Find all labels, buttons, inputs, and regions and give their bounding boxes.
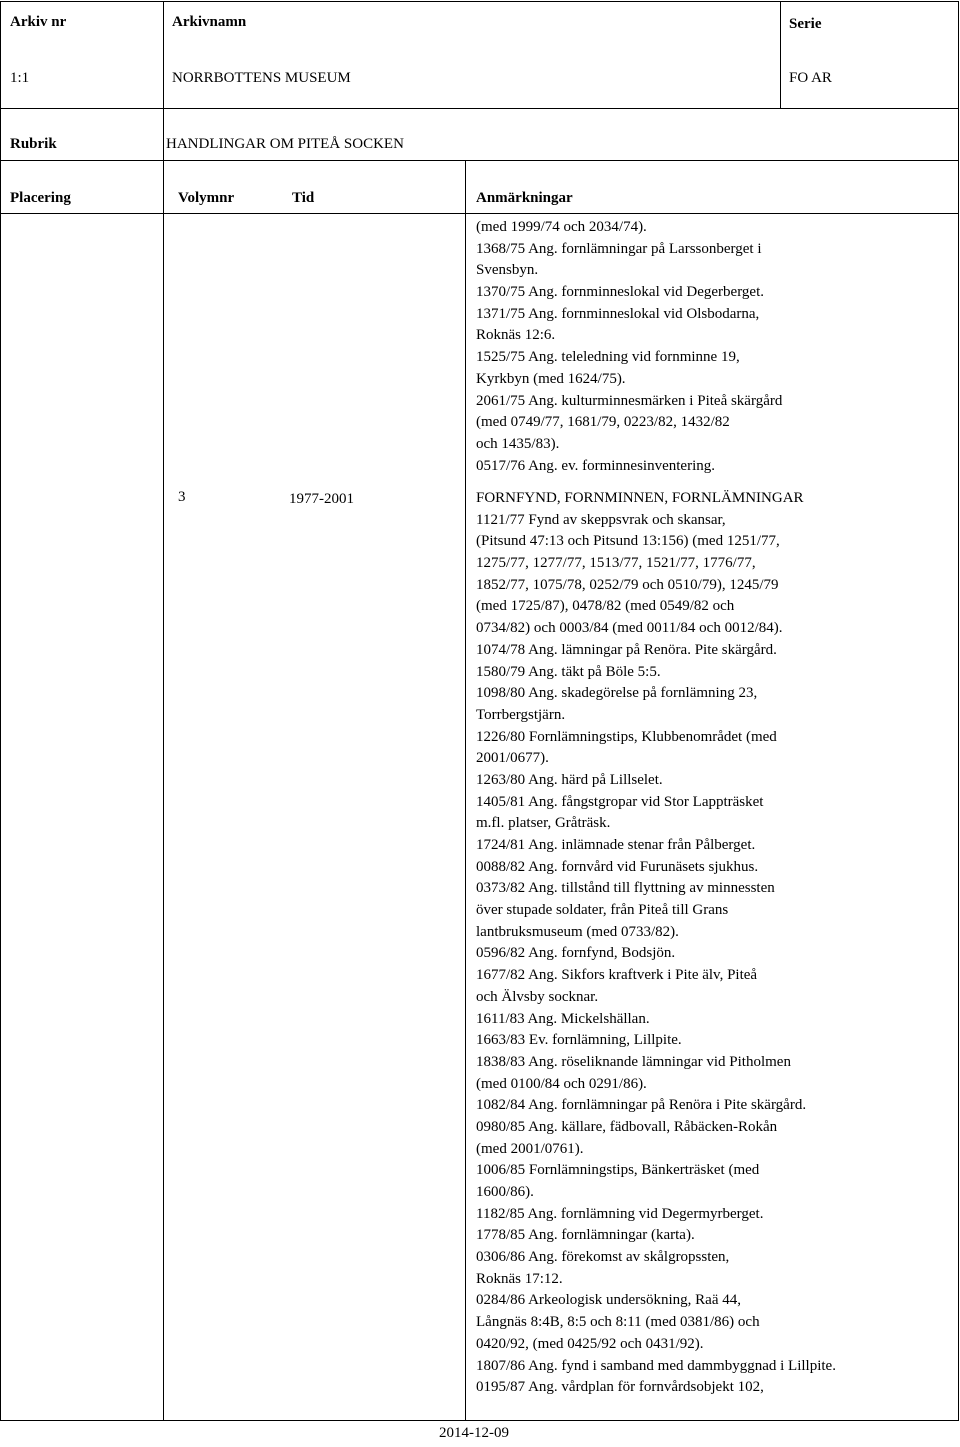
- note-line: Kyrkbyn (med 1624/75).: [476, 370, 626, 387]
- note-line: 1525/75 Ang. teleledning vid fornminne 19,: [476, 349, 740, 366]
- continuation-notes: [476, 217, 782, 477]
- col-placering: Placering: [10, 190, 71, 206]
- volume-notes: [476, 488, 836, 1399]
- col-volymnr: Volymnr: [178, 190, 235, 206]
- rubrik-value: HANDLINGAR OM PITEÅ SOCKEN: [166, 136, 404, 152]
- table-top-border: [0, 1, 959, 2]
- table-left-border: [0, 1, 1, 1421]
- note-line: 1611/83 Ang. Mickelshällan.: [476, 1010, 650, 1027]
- note-line: 1663/83 Ev. fornlämning, Lillpite.: [476, 1032, 682, 1049]
- note-line: Långnäs 8:4B, 8:5 och 8:11 (med 0381/86) och: [476, 1314, 760, 1331]
- rubrik-label: Rubrik: [10, 136, 57, 152]
- table-bottom-border: [0, 1420, 959, 1421]
- note-line: 0284/86 Arkeologisk undersökning, Raä 44,: [476, 1292, 741, 1309]
- note-line: 1677/82 Ang. Sikfors kraftverk i Pite älv, Piteå: [476, 967, 758, 984]
- note-line: 0596/82 Ang. fornfynd, Bodsjön.: [476, 945, 676, 962]
- note-line: 0306/86 Ang. förekomst av skålgropssten,: [476, 1249, 730, 1266]
- note-line: 1838/83 Ang. röseliknande lämningar vid Pitholmen: [476, 1053, 791, 1070]
- note-line: (med 0749/77, 1681/79, 0223/82, 1432/82: [476, 414, 730, 431]
- note-line: (med 0100/84 och 0291/86).: [476, 1075, 647, 1092]
- header-col-divider-2: [780, 1, 781, 108]
- note-line: 1082/84 Ang. fornlämningar på Renöra i Pite skärgård.: [476, 1097, 807, 1114]
- note-line: 1580/79 Ang. täkt på Böle 5:5.: [476, 663, 661, 680]
- note-line: 1371/75 Ang. fornminneslokal vid Olsbodarna,: [476, 305, 760, 322]
- note-line: m.fl. platser, Gråträsk.: [476, 815, 611, 832]
- note-line: 1121/77 Fynd av skeppsvrak och skansar,: [476, 511, 726, 528]
- note-line: 2001/0677).: [476, 750, 549, 767]
- note-line: Roknäs 17:12.: [476, 1270, 563, 1287]
- note-line: (Pitsund 47:13 och Pitsund 13:156) (med 1251/77,: [476, 533, 780, 550]
- note-line: 1263/80 Ang. härd på Lillselet.: [476, 771, 663, 788]
- arkivnr-label: Arkiv nr: [10, 14, 67, 30]
- arkivnr-value: 1:1: [10, 70, 30, 86]
- col-anmarkningar: Anmärkningar: [476, 190, 573, 206]
- rubrik-col-divider: [163, 108, 164, 160]
- note-line: 0734/82) och 0003/84 (med 0011/84 och 0012/84).: [476, 620, 783, 637]
- note-line: 0088/82 Ang. fornvård vid Furunäsets sjukhus.: [476, 858, 759, 875]
- rubrik-divider: [0, 160, 959, 161]
- note-line: 1852/77, 1075/78, 0252/79 och 0510/79), 1245/79: [476, 576, 779, 593]
- note-line: 1778/85 Ang. fornlämningar (karta).: [476, 1227, 695, 1244]
- note-line: 1405/81 Ang. fångstgropar vid Stor Lappträsket: [476, 793, 764, 810]
- note-line: lantbruksmuseum (med 0733/82).: [476, 923, 679, 940]
- note-line: 1370/75 Ang. fornminneslokal vid Degerberget.: [476, 284, 765, 301]
- note-line: (med 1999/74 och 2034/74).: [476, 219, 647, 235]
- note-line: 0517/76 Ang. ev. forminnesinventering.: [476, 457, 715, 474]
- note-line: 1275/77, 1277/77, 1513/77, 1521/77, 1776/77,: [476, 555, 756, 572]
- table-right-border: [958, 1, 959, 1421]
- footer-date: 2014-12-09: [439, 1425, 509, 1441]
- note-line: FORNFYND, FORNMINNEN, FORNLÄMNINGAR: [476, 490, 804, 506]
- note-line: 0195/87 Ang. vårdplan för fornvårdsobjekt 102,: [476, 1379, 764, 1396]
- header-col-divider-1: [163, 1, 164, 108]
- note-line: 1600/86).: [476, 1184, 534, 1200]
- note-line: 1807/86 Ang. fynd i samband med dammbyggnad i Lillpite.: [476, 1357, 836, 1374]
- note-line: över stupade soldater, från Piteå till Grans: [476, 902, 729, 919]
- note-line: (med 2001/0761).: [476, 1140, 584, 1157]
- arkivnamn-value: NORRBOTTENS MUSEUM: [172, 70, 351, 86]
- body-col-divider-2: [465, 160, 466, 1420]
- volume-tid: 1977-2001: [289, 491, 354, 507]
- note-line: 0420/92, (med 0425/92 och 0431/92).: [476, 1335, 704, 1352]
- note-line: och Älvsby socknar.: [476, 988, 599, 1005]
- note-line: Roknäs 12:6.: [476, 327, 556, 344]
- note-line: 1006/85 Fornlämningstips, Bänkerträsket (med: [476, 1162, 760, 1179]
- note-line: 1182/85 Ang. fornlämning vid Degermyrberget.: [476, 1205, 764, 1222]
- columns-divider: [0, 213, 959, 214]
- note-line: 1226/80 Fornlämningstips, Klubbenområdet (med: [476, 728, 777, 745]
- note-line: och 1435/83).: [476, 435, 560, 452]
- note-line: 1074/78 Ang. lämningar på Renöra. Pite skärgård.: [476, 641, 777, 658]
- body-col-divider-1: [163, 160, 164, 1420]
- note-line: 1098/80 Ang. skadegörelse på fornlämning 23,: [476, 685, 758, 702]
- arkivnamn-label: Arkivnamn: [172, 14, 247, 30]
- note-line: (med 1725/87), 0478/82 (med 0549/82 och: [476, 598, 735, 615]
- serie-value: FO AR: [789, 70, 832, 86]
- note-line: 0980/85 Ang. källare, fädbovall, Råbäcken-Rokån: [476, 1118, 778, 1135]
- note-line: 1724/81 Ang. inlämnade stenar från Pålberget.: [476, 837, 756, 853]
- note-line: 1368/75 Ang. fornlämningar på Larssonberget i: [476, 240, 762, 257]
- note-line: 2061/75 Ang. kulturminnesmärken i Piteå skärgård: [476, 392, 783, 409]
- col-tid: Tid: [292, 190, 315, 206]
- note-line: Svensbyn.: [476, 262, 539, 279]
- header-divider: [0, 108, 959, 109]
- serie-label: Serie: [789, 16, 822, 32]
- volume-number: 3: [178, 489, 186, 505]
- note-line: Torrbergstjärn.: [476, 706, 566, 723]
- note-line: 0373/82 Ang. tillstånd till flyttning av minnessten: [476, 880, 775, 897]
